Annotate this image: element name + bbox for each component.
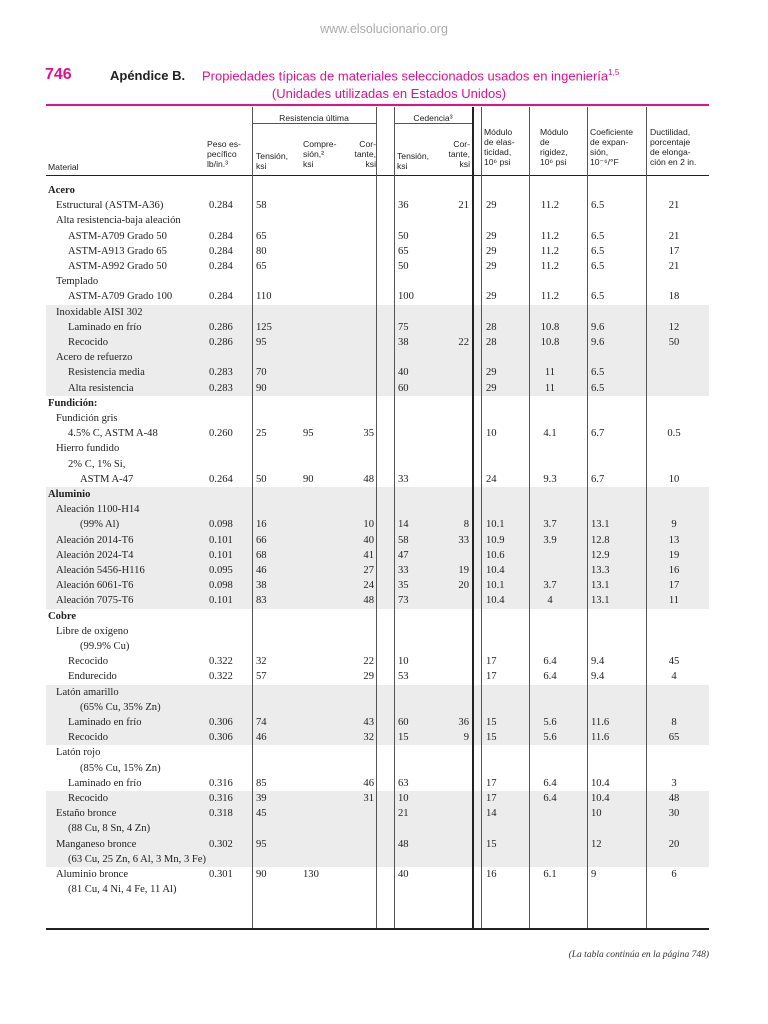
cell-peso: 0.260 [209, 428, 233, 440]
cell-e: 29 [486, 200, 497, 212]
cell-alpha: 12 [591, 838, 602, 850]
cell-g: 11.2 [540, 230, 560, 242]
cell-peso: 0.306 [209, 732, 233, 744]
cell-tu: 65 [256, 230, 267, 242]
cell-duct: 45 [668, 656, 680, 668]
cell-g: 10.8 [540, 337, 560, 348]
material-name: Latón rojo [56, 747, 101, 759]
material-name: Latón amarillo [56, 686, 119, 698]
cell-alpha: 6.5 [591, 230, 605, 242]
material-name: Aluminio bronce [56, 869, 129, 880]
cell-e: 29 [486, 230, 497, 242]
material-name: Fundición gris [56, 413, 118, 424]
cell-alpha: 9.6 [591, 337, 605, 348]
cell-g: 11 [544, 382, 556, 394]
material-name: ASTM-A709 Grado 50 [68, 230, 167, 242]
cell-su: 24 [363, 580, 374, 592]
cell-duct: 48 [668, 793, 680, 804]
column-divider [646, 107, 647, 928]
cell-peso: 0.098 [209, 580, 233, 592]
cell-duct: 0.5 [667, 428, 681, 440]
cell-e: 10 [486, 428, 497, 440]
page-title: Propiedades típicas de materiales seleccionados usados en ingeniería$^{1,5}$ [202, 68, 620, 84]
material-name: Alta resistencia [68, 382, 134, 394]
cell-g: 5.6 [543, 717, 557, 728]
header-resistencia-ultima: Resistencia última [279, 113, 349, 123]
cell-g: 6.4 [543, 793, 557, 804]
cell-e: 29 [486, 291, 497, 303]
material-name: Estaño bronce [56, 808, 117, 820]
cell-g: 6.1 [543, 869, 557, 880]
cell-peso: 0.284 [209, 230, 233, 242]
cell-e: 29 [486, 367, 497, 379]
cell-alpha: 13.3 [591, 565, 610, 576]
header-peso: Peso es- pecífico lb/in.³ [207, 139, 241, 169]
header-ductilidad: Ductilidad, porcentaje de elonga- ción en 2 in. [650, 127, 697, 167]
cell-alpha: 9.4 [591, 656, 605, 668]
header-ced-tension: Tensión, ksi [397, 151, 430, 171]
cell-alpha: 6.7 [591, 473, 605, 485]
cell-su: 32 [363, 732, 374, 744]
cedencia-rule [394, 123, 472, 124]
cell-duct: 8 [671, 717, 677, 728]
cell-e: 17 [486, 793, 497, 804]
header-compresion: Compre- sión,² ksi [303, 139, 337, 169]
title-rule [46, 104, 709, 106]
cell-sy: 36 [458, 717, 469, 728]
header-ced-corte: Cor- tante, ksi [448, 139, 470, 169]
cell-peso: 0.286 [209, 337, 233, 348]
cell-g: 3.7 [543, 519, 557, 531]
cell-g: 11.2 [540, 245, 560, 257]
cell-tu: 90 [256, 382, 267, 394]
cell-alpha: 9.4 [591, 671, 605, 683]
cell-ty: 40 [398, 367, 409, 379]
cell-peso: 0.283 [209, 382, 233, 394]
cell-tu: 83 [256, 595, 267, 607]
cell-duct: 17 [668, 580, 680, 592]
cell-e: 28 [486, 321, 497, 333]
material-name: Aleación 6061-T6 [56, 580, 134, 592]
cell-g: 6.4 [543, 656, 557, 668]
column-divider [376, 107, 377, 928]
cell-peso: 0.316 [209, 793, 233, 804]
cell-ty: 60 [398, 717, 409, 728]
column-divider [481, 107, 482, 928]
cell-su: 40 [363, 534, 374, 546]
cell-tu: 110 [256, 291, 272, 303]
cell-alpha: 12.9 [591, 549, 610, 561]
material-name: Recocido [68, 337, 109, 348]
cell-ty: 50 [398, 230, 409, 242]
header-material: Material [48, 162, 79, 172]
cell-duct: 19 [668, 549, 680, 561]
material-name: (65% Cu, 35% Zn) [80, 701, 161, 713]
cell-g: 3.7 [543, 580, 557, 592]
cell-tu: 80 [256, 245, 267, 257]
material-name: (85% Cu, 15% Zn) [80, 762, 161, 774]
cell-e: 17 [486, 671, 497, 683]
cell-ty: 75 [398, 321, 409, 333]
cell-peso: 0.264 [209, 473, 233, 485]
header-tension: Tensión, ksi [256, 151, 289, 171]
cell-peso: 0.284 [209, 291, 233, 303]
watermark: www.elsolucionario.org [320, 22, 448, 36]
cell-su: 29 [363, 671, 374, 683]
cell-peso: 0.301 [209, 869, 233, 880]
cell-tu: 46 [256, 565, 267, 576]
cell-ty: 47 [398, 549, 409, 561]
cell-alpha: 6.5 [591, 291, 605, 303]
cell-peso: 0.101 [209, 549, 233, 561]
cell-e: 29 [486, 382, 497, 394]
cell-duct: 4 [671, 671, 677, 683]
material-name: Estructural (ASTM-A36) [56, 200, 164, 212]
cell-peso: 0.284 [209, 200, 233, 212]
cell-duct: 12 [668, 321, 680, 333]
group-heading: Acero [48, 185, 75, 196]
cell-tu: 16 [256, 519, 267, 531]
cell-duct: 21 [668, 230, 680, 242]
cell-alpha: 12.8 [591, 534, 610, 546]
cell-alpha: 11.6 [591, 732, 610, 744]
cell-g: 4 [547, 595, 553, 607]
cell-g: 11.2 [540, 291, 560, 303]
material-name: (99% Al) [80, 519, 120, 531]
cell-duct: 3 [671, 777, 677, 789]
cell-peso: 0.306 [209, 717, 233, 728]
cell-peso: 0.322 [209, 656, 233, 668]
cell-peso: 0.098 [209, 519, 233, 531]
material-name: Recocido [68, 656, 109, 668]
header-modulo-rigidez: Módulo de rigidez, 10⁶ psi [540, 127, 569, 167]
material-name: Laminado en frío [68, 777, 142, 789]
material-name: (63 Cu, 25 Zn, 6 Al, 3 Mn, 3 Fe) [68, 853, 207, 865]
cell-g: 3.9 [543, 534, 557, 546]
cell-su: 22 [363, 656, 374, 668]
cell-duct: 11 [668, 595, 680, 607]
header-coeficiente: Coeficiente de expan- sión, 10⁻⁶/°F [590, 127, 633, 167]
cell-sy: 33 [458, 534, 469, 546]
material-name: Acero de refuerzo [56, 352, 133, 364]
cell-tu: 95 [256, 838, 267, 850]
header-corte: Cor- tante, ksi [354, 139, 376, 169]
cell-duct: 10 [668, 473, 680, 485]
cell-e: 10.1 [486, 580, 505, 592]
cell-ty: 40 [398, 869, 409, 880]
cell-su: 43 [363, 717, 374, 728]
page-number: 746 [45, 66, 72, 83]
cell-alpha: 9 [591, 869, 597, 880]
cell-ty: 36 [398, 200, 409, 212]
material-name: Aleación 7075-T6 [56, 595, 134, 607]
group-heading: Cobre [48, 610, 77, 622]
cell-tu: 58 [256, 200, 267, 212]
cell-e: 10.1 [486, 519, 505, 531]
cell-e: 10.4 [486, 595, 505, 607]
cell-e: 16 [486, 869, 497, 880]
cell-tu: 39 [256, 793, 267, 804]
material-name: Endurecido [68, 671, 117, 683]
material-name: Alta resistencia-baja aleación [56, 215, 181, 227]
cell-ty: 53 [398, 671, 409, 683]
cell-e: 14 [486, 808, 497, 820]
cell-alpha: 6.7 [591, 428, 605, 440]
cell-su: 48 [363, 473, 374, 485]
cell-ty: 10 [398, 793, 409, 804]
cell-alpha: 6.5 [591, 200, 605, 212]
material-name: Laminado en frío [68, 321, 142, 333]
cell-g: 6.4 [543, 777, 557, 789]
cell-tu: 95 [256, 337, 267, 348]
cell-peso: 0.284 [209, 261, 233, 272]
cell-su: 10 [363, 519, 374, 531]
cell-g: 11.2 [540, 200, 560, 212]
cell-tu: 57 [256, 671, 267, 683]
cell-e: 28 [486, 337, 497, 348]
cell-cu: 90 [303, 473, 314, 485]
cell-g: 5.6 [543, 732, 557, 744]
material-name: (88 Cu, 8 Sn, 4 Zn) [68, 823, 151, 835]
cell-e: 29 [486, 261, 497, 272]
cell-duct: 21 [668, 200, 680, 212]
material-name: ASTM-A709 Grado 100 [68, 291, 173, 303]
cell-peso: 0.316 [209, 777, 233, 789]
cell-peso: 0.101 [209, 595, 233, 607]
cell-tu: 38 [256, 580, 267, 592]
cell-sy: 9 [463, 732, 469, 744]
material-name: (81 Cu, 4 Ni, 4 Fe, 11 Al) [68, 884, 177, 896]
resistencia-rule [252, 123, 376, 124]
material-name: Recocido [68, 732, 109, 744]
cell-e: 10.9 [486, 534, 505, 546]
cell-alpha: 11.6 [591, 717, 610, 728]
cell-peso: 0.286 [209, 321, 233, 333]
cell-duct: 20 [668, 838, 680, 850]
cell-alpha: 13.1 [591, 580, 610, 592]
cell-ty: 10 [398, 656, 409, 668]
header-rule [46, 175, 709, 176]
header-cedencia: Cedencia³ [413, 113, 453, 123]
material-name: Aleación 2024-T4 [56, 549, 134, 561]
cell-g: 10.8 [540, 321, 560, 333]
cell-cu: 130 [303, 869, 319, 880]
cell-alpha: 6.5 [591, 245, 605, 257]
table-bottom-rule [46, 928, 709, 930]
cell-peso: 0.318 [209, 808, 233, 820]
cell-alpha: 6.5 [591, 367, 605, 379]
cell-e: 15 [486, 838, 497, 850]
cell-alpha: 13.1 [591, 595, 610, 607]
cell-ty: 15 [398, 732, 409, 744]
cell-sy: 20 [458, 580, 469, 592]
cell-tu: 70 [256, 367, 267, 379]
cell-ty: 33 [398, 473, 409, 485]
cell-ty: 48 [398, 838, 409, 850]
cell-ty: 100 [398, 291, 414, 303]
cell-su: 27 [363, 565, 374, 576]
cell-duct: 13 [668, 534, 680, 546]
material-name: Hierro fundido [56, 443, 120, 455]
cell-sy: 21 [458, 200, 469, 212]
material-name: 2% C, 1% Si, [68, 458, 126, 470]
material-name: Aleación 2014-T6 [56, 534, 134, 546]
cell-g: 4.1 [543, 428, 557, 440]
cell-tu: 65 [256, 261, 267, 272]
cell-tu: 46 [256, 732, 267, 744]
material-name: Aleación 5456-H116 [56, 565, 145, 576]
cell-ty: 35 [398, 580, 409, 592]
cell-alpha: 10.4 [591, 777, 610, 789]
cell-peso: 0.284 [209, 245, 233, 257]
cell-cu: 95 [303, 428, 314, 440]
material-name: Manganeso bronce [56, 838, 137, 850]
cell-su: 35 [363, 428, 374, 440]
group-heading: Fundición: [48, 397, 98, 409]
cell-tu: 66 [256, 534, 267, 546]
cell-sy: 22 [458, 337, 469, 348]
page-subtitle: (Unidades utilizadas en Estados Unidos) [271, 86, 507, 101]
cell-ty: 50 [398, 261, 409, 272]
cell-tu: 90 [256, 869, 267, 880]
cell-ty: 73 [398, 595, 409, 607]
material-name: Recocido [68, 793, 109, 804]
cell-ty: 33 [398, 565, 409, 576]
cell-alpha: 10 [591, 808, 602, 820]
cell-su: 41 [363, 549, 374, 561]
continuation-note: (La tabla continúa en la página 748) [568, 950, 709, 960]
cell-e: 24 [486, 473, 497, 485]
material-name: Laminado en frío [68, 717, 142, 728]
column-divider [587, 107, 588, 928]
header-modulo-elasticidad: Módulo de elas- ticidad, 10⁶ psi [484, 127, 515, 167]
cell-duct: 17 [668, 245, 680, 257]
cell-g: 6.4 [543, 671, 557, 683]
cell-duct: 30 [668, 808, 680, 820]
cell-e: 17 [486, 656, 497, 668]
cell-duct: 50 [668, 337, 680, 348]
cell-peso: 0.322 [209, 671, 233, 683]
material-name: Templado [56, 276, 99, 288]
cell-ty: 14 [398, 519, 409, 531]
cell-duct: 65 [668, 732, 680, 744]
cell-tu: 85 [256, 777, 267, 789]
cell-alpha: 10.4 [591, 793, 610, 804]
cell-tu: 50 [256, 473, 267, 485]
column-divider [394, 107, 395, 928]
cell-alpha: 13.1 [591, 519, 610, 531]
cell-tu: 45 [256, 808, 267, 820]
cell-alpha: 6.5 [591, 261, 605, 272]
appendix-label: Apéndice B. [110, 68, 186, 83]
cell-tu: 25 [256, 428, 267, 440]
cell-duct: 18 [668, 291, 680, 303]
material-name: Inoxidable AISI 302 [56, 306, 143, 318]
cell-ty: 21 [398, 808, 409, 820]
column-divider [529, 107, 530, 928]
cell-ty: 63 [398, 777, 409, 789]
cell-e: 17 [486, 777, 497, 789]
cell-duct: 9 [671, 519, 677, 531]
material-name: ASTM-A913 Grado 65 [68, 245, 167, 257]
cell-ty: 60 [398, 382, 409, 394]
cell-peso: 0.095 [209, 565, 233, 576]
column-divider-thick [472, 107, 474, 928]
cell-peso: 0.283 [209, 367, 233, 379]
material-name: ASTM-A992 Grado 50 [68, 261, 167, 272]
material-name: ASTM A-47 [80, 473, 134, 485]
cell-duct: 6 [671, 869, 677, 880]
cell-e: 10.4 [486, 565, 505, 576]
group-heading: Aluminio [48, 489, 91, 500]
column-divider [252, 107, 253, 928]
cell-sy: 19 [458, 565, 469, 576]
cell-tu: 68 [256, 549, 267, 561]
cell-ty: 38 [398, 337, 409, 348]
cell-e: 15 [486, 717, 497, 728]
cell-ty: 58 [398, 534, 409, 546]
cell-e: 10.6 [486, 549, 505, 561]
cell-tu: 32 [256, 656, 267, 668]
cell-g: 9.3 [543, 473, 557, 485]
material-name: Resistencia media [68, 367, 145, 379]
cell-e: 15 [486, 732, 497, 744]
material-name: (99.9% Cu) [80, 641, 130, 652]
cell-duct: 21 [668, 261, 680, 272]
cell-g: 11.2 [540, 261, 560, 272]
cell-sy: 8 [463, 519, 469, 531]
cell-peso: 0.302 [209, 838, 233, 850]
cell-su: 46 [363, 777, 374, 789]
cell-su: 48 [363, 595, 374, 607]
cell-tu: 125 [256, 321, 272, 333]
cell-g: 11 [544, 367, 556, 379]
cell-peso: 0.101 [209, 534, 233, 546]
cell-duct: 16 [668, 565, 680, 576]
cell-tu: 74 [256, 717, 267, 728]
material-name: Libre de oxígeno [56, 625, 129, 637]
cell-alpha: 9.6 [591, 321, 605, 333]
cell-e: 29 [486, 245, 497, 257]
material-name: 4.5% C, ASTM A-48 [68, 428, 158, 440]
cell-su: 31 [363, 793, 374, 804]
cell-ty: 65 [398, 245, 409, 257]
material-name: Aleación 1100-H14 [56, 504, 140, 516]
cell-alpha: 6.5 [591, 382, 605, 394]
